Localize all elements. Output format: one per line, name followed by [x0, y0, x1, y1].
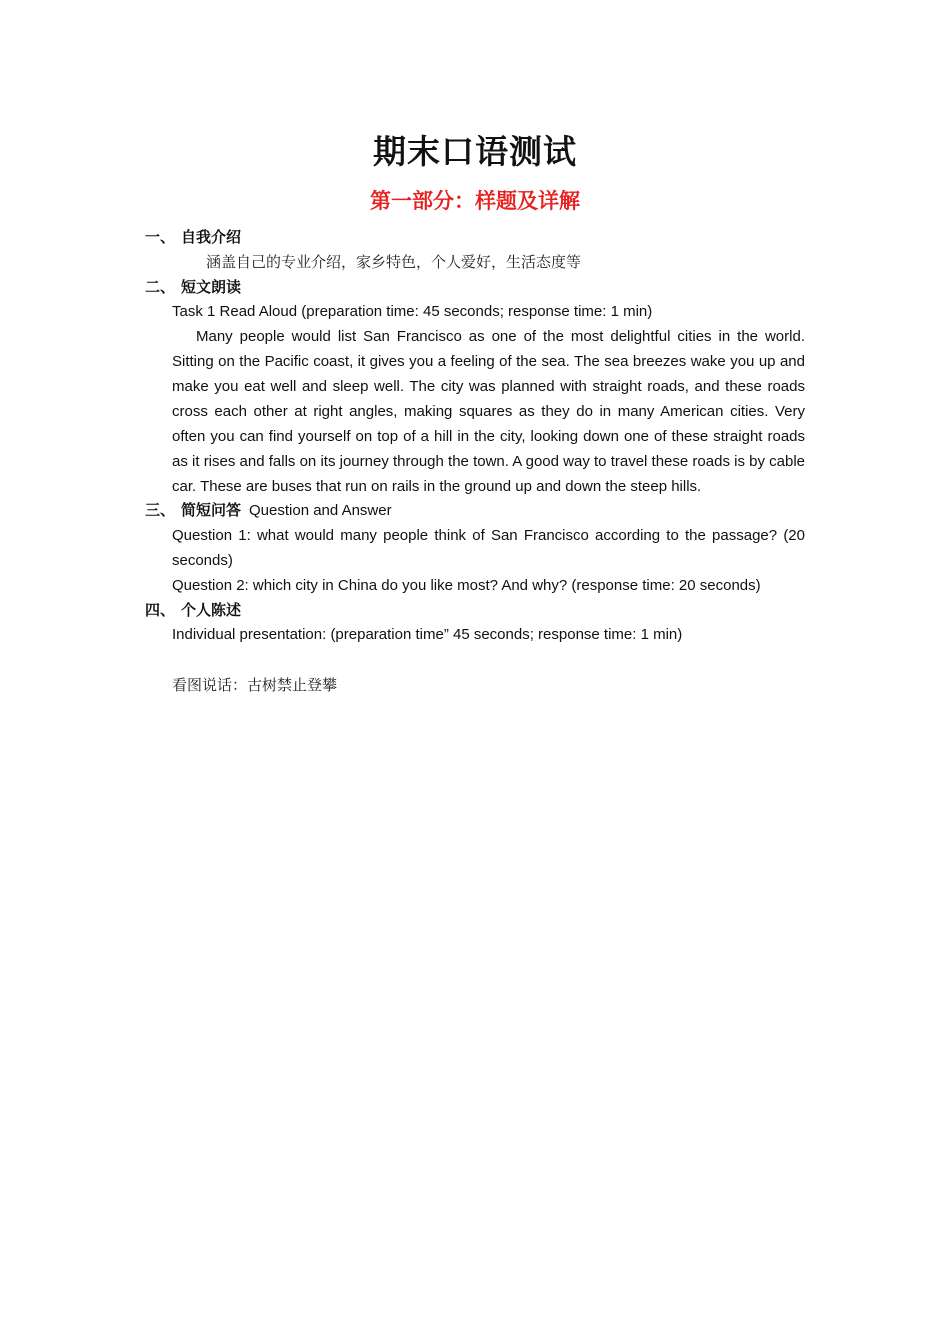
section-1-description: 涵盖自己的专业介绍，家乡特色，个人爱好，生活态度等 [206, 253, 582, 271]
page-subtitle: 第一部分：样题及详解 [370, 189, 580, 213]
section-title: 自我介绍 [181, 228, 242, 246]
section-heading-4 [145, 598, 241, 623]
section-number: 一、 [145, 228, 176, 246]
section-title-english: Question and Answer [249, 502, 392, 519]
picture-talk-topic: 看图说话：古树禁止登攀 [172, 676, 338, 694]
section-title: 简短问答 [181, 501, 242, 519]
section-number: 三、 [145, 501, 176, 519]
section-heading-1 [145, 225, 241, 250]
read-aloud-passage: Many people would list San Francisco as one of the most delightful cities in the world. Sitting on the Pacific coast, it gives you a feeling of the sea. The sea breezes wake you up and make you eat well and sleep well. The city was planned with straight roads, and these roads cross each other at right angles, making squares as they do in many American cities. Very often you can find yourself on top of a hill in the city, looking down one of these straight roads as it rises and falls on its journey through the town. A good way to travel these roads is by cable car. These are buses that run on rails in the ground up and down the steep hills. [172, 328, 805, 495]
section-number: 四、 [145, 601, 176, 619]
section-heading-3 [145, 498, 392, 523]
section-number: 二、 [145, 278, 176, 296]
question-1: Question 1: what would many people think of San Francisco according to the passage? (20 seconds) [172, 527, 805, 569]
page-title: 期末口语测试 [373, 132, 577, 171]
individual-presentation-instruction: Individual presentation: (preparation time” 45 seconds; response time: 1 min) [172, 626, 683, 643]
task-instruction: Task 1 Read Aloud (preparation time: 45 seconds; response time: 1 min) [172, 303, 653, 320]
section-heading-2 [145, 275, 241, 300]
section-title: 短文朗读 [181, 278, 242, 296]
section-title: 个人陈述 [181, 601, 242, 619]
question-2: Question 2: which city in China do you like most? And why? (response time: 20 seconds) [172, 577, 761, 594]
